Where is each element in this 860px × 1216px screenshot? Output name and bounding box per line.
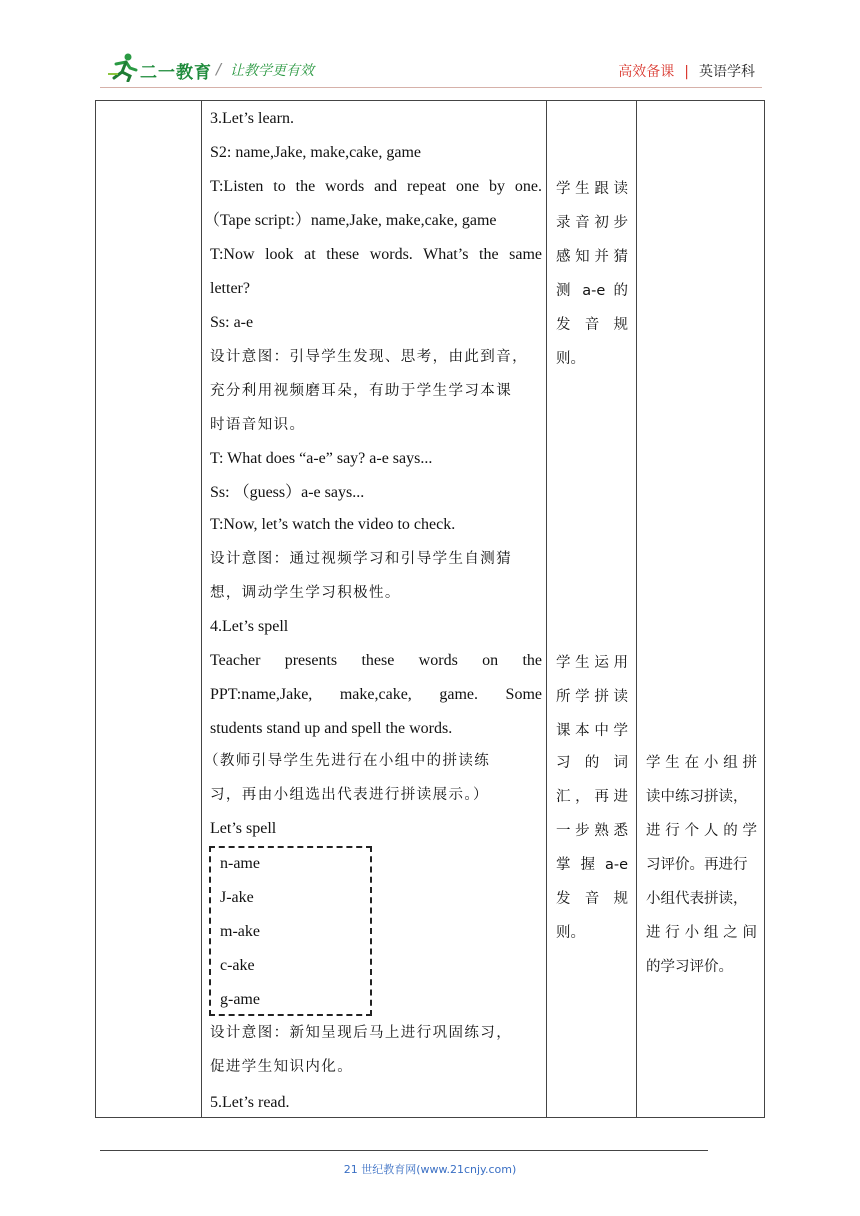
activity-line: 则。 (556, 925, 585, 941)
activity-line: 掌 握 a-e (556, 857, 628, 873)
activity-line: 则。 (556, 351, 585, 367)
text-line: （教师引导学生先进行在小组中的拼读练 (204, 753, 491, 769)
text-line: letter? (210, 280, 250, 297)
runner-logo-icon (108, 52, 140, 82)
text-line: 想，调动学生学习积极性。 (210, 585, 401, 601)
activity-line: 所学拼读 (556, 689, 628, 705)
text-line: Teacher presents these words on the (210, 652, 542, 669)
activity-line: 习 的 词 (556, 755, 628, 771)
activity-line: 感知并猜 (556, 249, 628, 265)
activity-line: 学生跟读 (556, 181, 628, 197)
evaluation-line: 进行个人的学 (646, 823, 757, 839)
text-line: T:Now look at these words. What’s the same (210, 246, 542, 263)
activity-line: 发 音 规 (556, 891, 628, 907)
activity-line: 发 音 规 (556, 317, 628, 333)
spell-word: m-ake (220, 923, 260, 940)
text-line: 习，再由小组选出代表进行拼读展示。） (210, 787, 489, 803)
header-right (618, 61, 755, 81)
header-rule (100, 87, 762, 88)
activity-line: 学生运用 (556, 655, 628, 671)
text-line: 3.Let’s learn. (210, 110, 294, 127)
evaluation-line: 读中练习拼读， (646, 789, 748, 805)
logo-slash: / (216, 60, 222, 78)
evaluation-line: 习评价。再进行 (646, 857, 748, 873)
column-divider (546, 101, 547, 1117)
logo-slogan: 让教学更有效 (230, 63, 314, 79)
text-line: Ss: a-e (210, 314, 254, 331)
text-line: 设计意图：通过视频学习和引导学生自测猜 (210, 551, 513, 567)
header-subject: 英语学科 (699, 64, 755, 80)
spell-word: g-ame (220, 991, 260, 1008)
spell-word-box (209, 846, 372, 1016)
column-divider (636, 101, 637, 1117)
text-line: 4.Let’s spell (210, 618, 289, 635)
activity-line: 测 a-e 的 (556, 283, 628, 299)
logo (108, 52, 428, 88)
text-line: S2: name,Jake, make,cake, game (210, 144, 422, 161)
header-separator: | (684, 64, 689, 80)
text-line: 5.Let’s read. (210, 1094, 290, 1111)
text-line: students stand up and spell the words. (210, 720, 453, 737)
text-line: 促进学生知识内化。 (210, 1059, 354, 1075)
text-line: （Tape script:）name,Jake, make,cake, game (204, 212, 497, 229)
text-line: 设计意图：新知呈现后马上进行巩固练习， (210, 1025, 513, 1041)
text-line: Ss: （guess）a-e says... (210, 484, 365, 501)
footer-text: 21 世纪教育网(www.21cnjy.com) (343, 1163, 517, 1176)
header-label: 高效备课 (618, 64, 675, 80)
activity-line: 课本中学 (556, 723, 628, 739)
text-line: Let’s spell (210, 820, 277, 837)
logo-brand: 二一教育 (140, 63, 212, 83)
column-divider (201, 101, 202, 1117)
text-line: 设计意图：引导学生发现、思考，由此到音， (210, 349, 528, 365)
text-line: PPT:name,Jake, make,cake, game. Some (210, 686, 542, 703)
text-line: T:Now, let’s watch the video to check. (210, 516, 456, 533)
text-line: T: What does “a-e” say? a-e says... (210, 450, 433, 467)
page-header (0, 0, 860, 100)
evaluation-line: 小组代表拼读， (646, 891, 748, 907)
evaluation-line: 学生在小组拼 (646, 755, 757, 771)
evaluation-line: 进行小组之间 (646, 925, 757, 941)
activity-line: 录音初步 (556, 215, 628, 231)
evaluation-line: 的学习评价。 (646, 959, 733, 975)
footer-rule (100, 1150, 708, 1151)
text-line: T:Listen to the words and repeat one by one. (210, 178, 542, 195)
text-line: 时语音知识。 (210, 417, 306, 433)
spell-word: J-ake (220, 889, 254, 906)
activity-line: 一步熟悉 (556, 823, 628, 839)
lesson-table (95, 100, 765, 1118)
text-line: 充分利用视频磨耳朵，有助于学生学习本课 (210, 383, 513, 399)
spell-word: c-ake (220, 957, 255, 974)
spell-word: n-ame (220, 855, 260, 872)
activity-line: 汇，再进 (556, 789, 628, 805)
